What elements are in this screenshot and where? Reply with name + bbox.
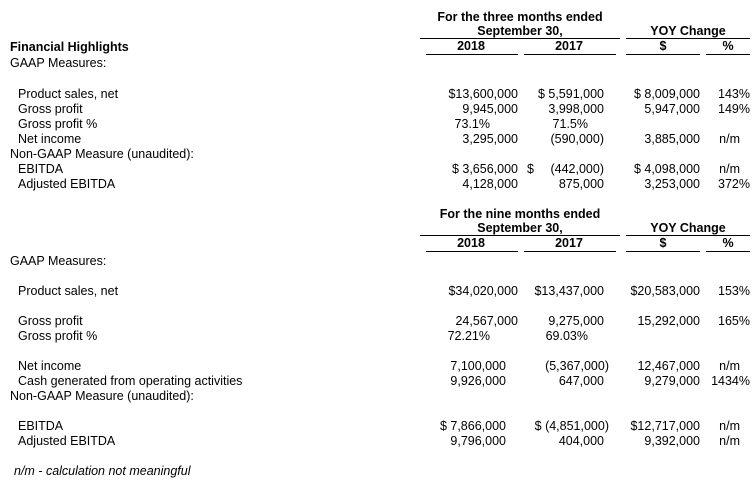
row-label: Cash generated from operating activities — [18, 374, 243, 388]
s1-2017-rule — [524, 54, 616, 55]
s1-pct-rule — [706, 54, 750, 55]
value-pct: 153% — [718, 284, 750, 298]
value-change: $12,717,000 — [630, 419, 700, 433]
value-2017: 3,998,000 — [548, 102, 604, 116]
s2-period-line2: September 30, — [477, 221, 563, 235]
s1-period-line2: September 30, — [477, 24, 563, 38]
s2-2017-rule — [524, 251, 616, 252]
value-2018: $ 3,656,000 — [451, 162, 518, 176]
value-change: $20,583,000 — [630, 284, 700, 298]
value-2017: (5,367,000) — [545, 359, 609, 373]
value-change: $ 4,098,000 — [633, 162, 700, 176]
value-change: 12,467,000 — [637, 359, 700, 373]
row-label: Adjusted EBITDA — [18, 434, 116, 448]
value-change: 9,279,000 — [644, 374, 700, 388]
s1-yoy-heading: YOY Change — [650, 24, 726, 38]
value-2018: 24,567,000 — [455, 314, 518, 328]
value-2018: 9,945,000 — [462, 102, 518, 116]
value-2017: $13,437,000 — [534, 284, 604, 298]
row-label: Adjusted EBITDA — [18, 177, 116, 191]
row-label: Gross profit % — [18, 117, 98, 131]
row-label: Net income — [18, 132, 82, 146]
s2-dollar-rule — [626, 251, 700, 252]
s2-col-pct: % — [722, 236, 734, 250]
s1-period-rule — [420, 38, 620, 39]
value-2017: $ 5,591,000 — [537, 87, 604, 101]
s1-col-2017: 2017 — [555, 39, 583, 53]
value-change: 3,253,000 — [644, 177, 700, 191]
value-2017: 875,000 — [558, 177, 604, 191]
s1-col-2018: 2018 — [457, 39, 485, 53]
s2-yoy-rule — [626, 235, 750, 236]
row-label: Product sales, net — [18, 87, 119, 101]
value-2018: 4,128,000 — [462, 177, 518, 191]
value-2018: 3,295,000 — [462, 132, 518, 146]
s2-period-line1: For the nine months ended — [439, 207, 601, 221]
s2-2018-rule — [426, 251, 518, 252]
s2-yoy-heading: YOY Change — [650, 221, 726, 235]
value-pct: n/m — [719, 162, 740, 176]
value-pct: 149% — [718, 102, 750, 116]
value-pct: 165% — [718, 314, 750, 328]
value-2018: 7,100,000 — [450, 359, 506, 373]
s2-period-rule — [420, 235, 620, 236]
value-change: 15,292,000 — [637, 314, 700, 328]
value-2017: 71.5% — [552, 117, 588, 131]
value-2017: $ (4,851,000) — [534, 419, 609, 433]
s1-col-pct: % — [722, 39, 734, 53]
value-2018: $13,600,000 — [448, 87, 518, 101]
footnote: n/m - calculation not meaningful — [14, 464, 191, 478]
value-change: 9,392,000 — [644, 434, 700, 448]
value-pct: 143% — [718, 87, 750, 101]
value-2017: (442,000) — [550, 162, 604, 176]
s1-2018-rule — [426, 54, 518, 55]
s1-period-line1: For the three months ended — [437, 10, 603, 24]
s1-yoy-rule — [626, 38, 750, 39]
value-pct: n/m — [719, 132, 740, 146]
value-2018: 73.1% — [454, 117, 490, 131]
value-2017: 647,000 — [558, 374, 604, 388]
row-label: Net income — [18, 359, 82, 373]
row-label: Product sales, net — [18, 284, 119, 298]
s2-col-2017: 2017 — [555, 236, 583, 250]
value-2018: 72.21% — [447, 329, 490, 343]
row-label: EBITDA — [18, 162, 64, 176]
s2-col-2018: 2018 — [457, 236, 485, 250]
value-2017: (590,000) — [550, 132, 604, 146]
row-label: Gross profit % — [18, 329, 98, 343]
s2-pct-rule — [706, 251, 750, 252]
value-2018: 9,796,000 — [450, 434, 506, 448]
row-label: Gross profit — [18, 102, 83, 116]
value-2018: 9,926,000 — [450, 374, 506, 388]
value-pct: n/m — [719, 419, 740, 433]
value-2017: 9,275,000 — [548, 314, 604, 328]
value-2018: $ 7,866,000 — [439, 419, 506, 433]
s1-dollar-rule — [626, 54, 700, 55]
s2-gaap-heading: GAAP Measures: — [10, 254, 107, 268]
value-2017-currency: $ — [527, 162, 534, 176]
value-2018: $34,020,000 — [448, 284, 518, 298]
value-pct: n/m — [719, 359, 740, 373]
row-label: EBITDA — [18, 419, 64, 433]
value-change: $ 8,009,000 — [633, 87, 700, 101]
row-label: Gross profit — [18, 314, 83, 328]
value-pct: 1434% — [711, 374, 750, 388]
s1-col-dollar: $ — [659, 39, 667, 53]
value-pct: n/m — [719, 434, 740, 448]
value-2017: 404,000 — [558, 434, 604, 448]
value-2017: 69.03% — [545, 329, 588, 343]
s1-title: Financial Highlights — [10, 40, 129, 54]
value-pct: 372% — [718, 177, 750, 191]
s1-non-gaap-heading: Non-GAAP Measure (unaudited): — [10, 147, 194, 161]
s1-gaap-heading: GAAP Measures: — [10, 56, 107, 70]
value-change: 3,885,000 — [644, 132, 700, 146]
value-change: 5,947,000 — [644, 102, 700, 116]
s2-non-gaap-heading: Non-GAAP Measure (unaudited): — [10, 389, 194, 403]
s2-col-dollar: $ — [659, 236, 667, 250]
